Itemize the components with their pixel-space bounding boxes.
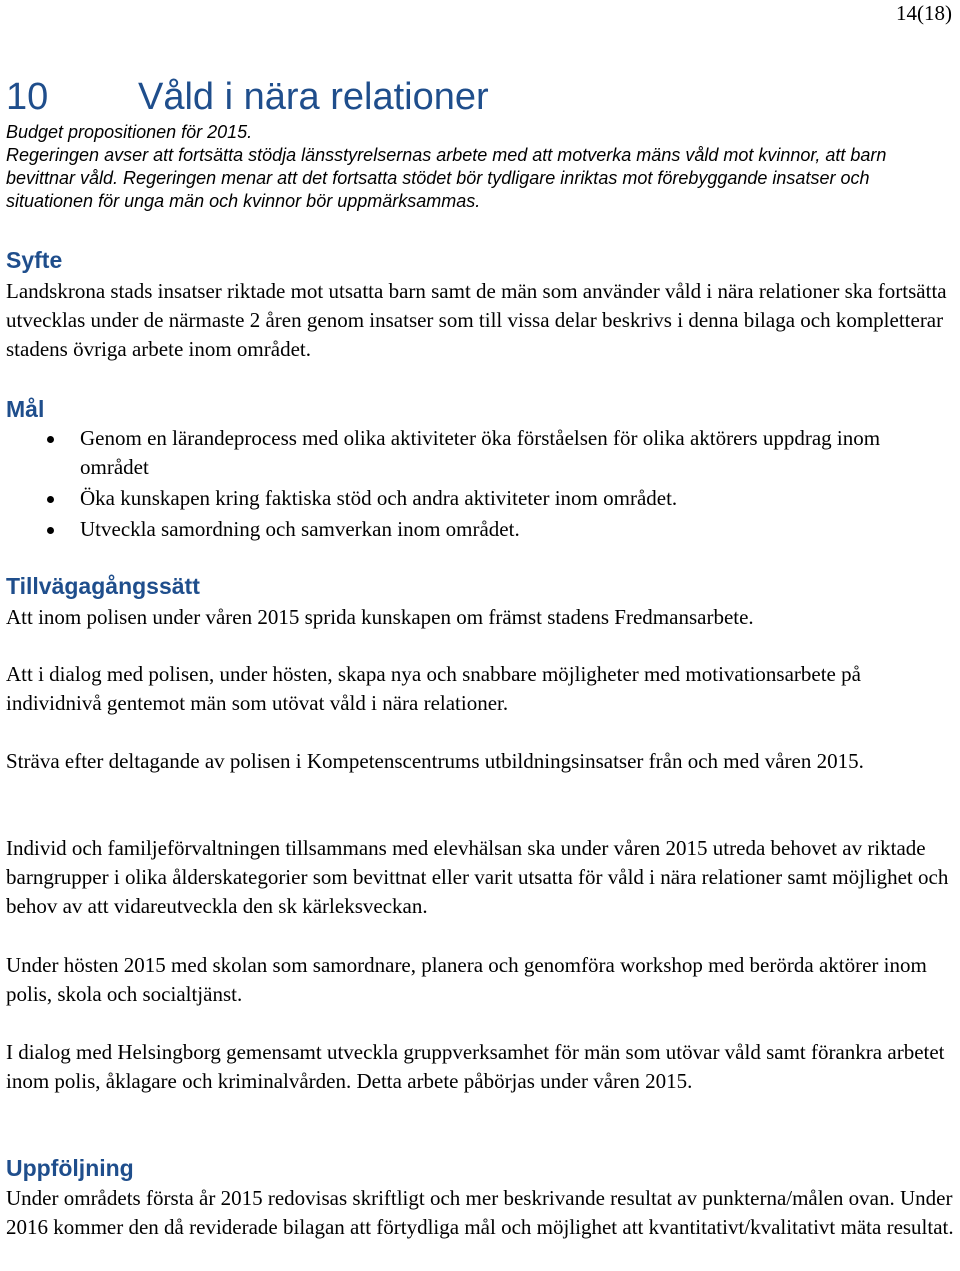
intro-block <box>6 121 956 213</box>
method-paragraph: Under hösten 2015 med skolan som samordnare, planera och genomföra workshop med berörda aktörer inom polis, skola och socialtjänst. <box>6 953 927 1006</box>
bullet-icon <box>47 436 54 443</box>
method-paragraph: Individ och familjeförvaltningen tillsammans med elevhälsan ska under våren 2015 utreda behovet av riktade barngrupper i olika ålderskategorier som bevittnat eller varit utsatta för våld i nära relationer samt möjlighet och behov av att vidareutveckla den sk kärleksveckan. <box>6 836 949 918</box>
tillvagagangssatt-heading: Tillvägagångssätt <box>6 573 200 599</box>
syfte-heading: Syfte <box>6 247 63 273</box>
bullet-icon <box>47 527 54 534</box>
goal-list <box>0 424 950 546</box>
goal-item-text: Genom en lärandeprocess med olika aktiviteter öka förståelsen för olika aktörers uppdrag inom området <box>80 426 881 479</box>
goal-item-text: Öka kunskapen kring faktiska stöd och andra aktiviteter inom området. <box>80 486 678 510</box>
intro-government-text: Regeringen avser att fortsätta stödja länsstyrelsernas arbete med att motverka mäns våld mot kvinnor, att barn bevittnar våld. Regeringen menar att det fortsatta stödet bör tydligare inriktas mot förebyggande insatser och situationen för unga män och kvinnor bör uppmärksammas. <box>6 145 887 211</box>
chapter-number: 10 <box>6 76 49 118</box>
bullet-icon <box>47 496 54 503</box>
method-paragraph: I dialog med Helsingborg gemensamt utveckla gruppverksamhet för män som utövar våld samt förankra arbetet inom polis, åklagare och kriminalvården. Detta arbete påbörjas under våren 2015. <box>6 1040 945 1093</box>
syfte-text: Landskrona stads insatser riktade mot utsatta barn samt de män som använder våld i nära relationer ska fortsätta utvecklas under de närmaste 2 åren genom insatser som till vissa delar beskrivs i denna bilaga och kompletterar stadens övriga arbete inom området. <box>6 279 947 361</box>
mal-heading: Mål <box>6 396 45 422</box>
goal-item <box>0 515 950 544</box>
chapter-title: Våld i nära relationer <box>138 76 489 118</box>
method-paragraph: Att i dialog med polisen, under hösten, skapa nya och snabbare möjligheter med motivationsarbete på individnivå gentemot män som utövat våld i nära relationer. <box>6 662 861 715</box>
goal-item <box>0 484 950 513</box>
uppfoljning-text: Under områdets första år 2015 redovisas skriftligt och mer beskrivande resultat av punkterna/målen ovan. Under 2016 kommer den då reviderade bilagan att förtydliga mål och möjlighet att kvantitativt/kvalitativt mäta resultat. <box>6 1186 954 1239</box>
uppfoljning-heading: Uppföljning <box>6 1155 134 1181</box>
page-number: 14(18) <box>896 1 952 25</box>
goal-item <box>0 424 950 482</box>
chapter-heading <box>6 74 489 120</box>
method-paragraph: Sträva efter deltagande av polisen i Kompetenscentrums utbildningsinsatser från och med våren 2015. <box>6 749 864 773</box>
goal-item-text: Utveckla samordning och samverkan inom området. <box>80 517 520 541</box>
method-paragraph: Att inom polisen under våren 2015 sprida kunskapen om främst stadens Fredmansarbete. <box>6 605 754 629</box>
intro-budget-line: Budget propositionen för 2015. <box>6 122 253 142</box>
